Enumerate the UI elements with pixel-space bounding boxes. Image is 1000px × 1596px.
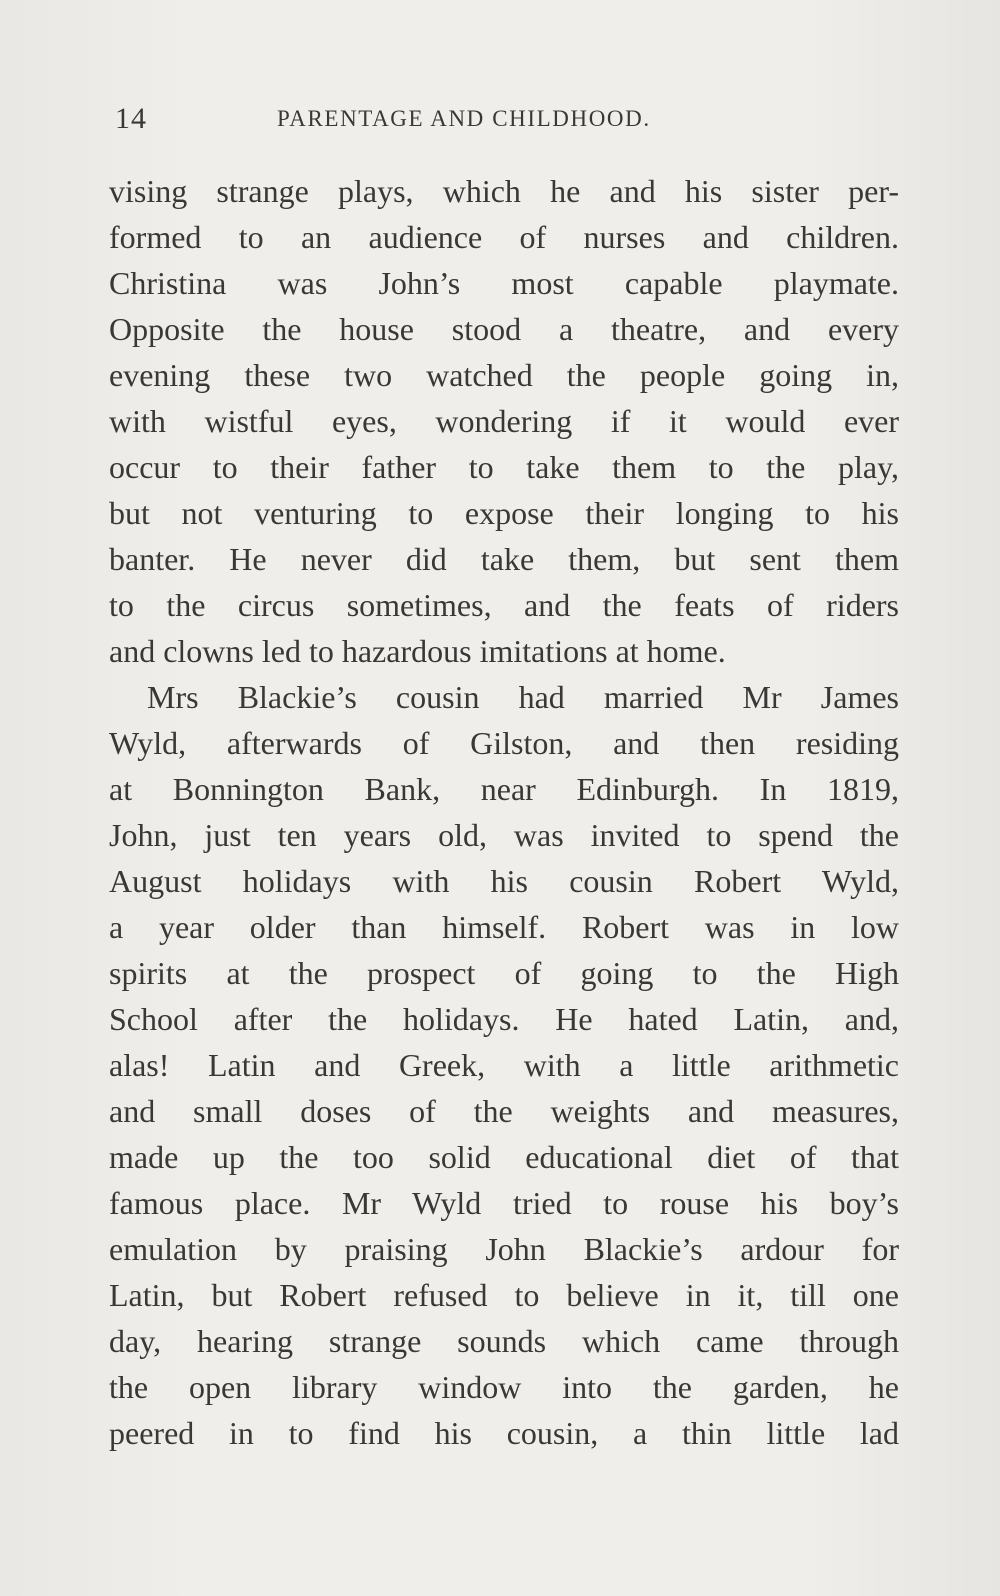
text-line: vising strange plays, which he and his sister per- bbox=[109, 173, 899, 209]
text-line: day, hearing strange sounds which came through bbox=[109, 1323, 899, 1359]
text-line: but not venturing to expose their longing to his bbox=[109, 495, 899, 531]
text-line: Wyld, afterwards of Gilston, and then residing bbox=[109, 725, 899, 761]
text-line: made up the too solid educational diet of that bbox=[109, 1139, 899, 1175]
text-line: with wistful eyes, wondering if it would ever bbox=[109, 403, 899, 439]
text-line: Latin, but Robert refused to believe in it, till one bbox=[109, 1277, 899, 1313]
text-line: August holidays with his cousin Robert Wyld, bbox=[109, 863, 899, 899]
paragraph-1 bbox=[109, 168, 899, 674]
text-line: banter. He never did take them, but sent them bbox=[109, 541, 899, 577]
text-line: School after the holidays. He hated Latin, and, bbox=[109, 1001, 899, 1037]
text-line: famous place. Mr Wyld tried to rouse his boy’s bbox=[109, 1185, 899, 1221]
running-head: PARENTAGE AND CHILDHOOD. bbox=[277, 106, 651, 131]
text-line: the open library window into the garden, he bbox=[109, 1369, 899, 1405]
text-line: and small doses of the weights and measures, bbox=[109, 1093, 899, 1129]
paragraph-2 bbox=[109, 674, 899, 1456]
text-line: Christina was John’s most capable playmate. bbox=[109, 265, 899, 301]
text-line: Mrs Blackie’s cousin had married Mr James bbox=[147, 679, 899, 715]
text-line: a year older than himself. Robert was in low bbox=[109, 909, 899, 945]
text-line: at Bonnington Bank, near Edinburgh. In 1819, bbox=[109, 771, 899, 807]
page-number: 14 bbox=[115, 102, 147, 135]
text-line: peered in to find his cousin, a thin little lad bbox=[109, 1415, 899, 1451]
text-line: emulation by praising John Blackie’s ardour for bbox=[109, 1231, 899, 1267]
text-line: spirits at the prospect of going to the High bbox=[109, 955, 899, 991]
text-line: formed to an audience of nurses and children. bbox=[109, 219, 899, 255]
text-line: occur to their father to take them to the play, bbox=[109, 449, 899, 485]
text-line: to the circus sometimes, and the feats of riders bbox=[109, 587, 899, 623]
body-text bbox=[109, 168, 899, 1456]
text-line: and clowns led to hazardous imitations at home. bbox=[109, 633, 726, 669]
text-line: John, just ten years old, was invited to spend the bbox=[109, 817, 899, 853]
text-line: Opposite the house stood a theatre, and every bbox=[109, 311, 899, 347]
text-line: evening these two watched the people going in, bbox=[109, 357, 899, 393]
page-header bbox=[115, 100, 900, 144]
text-line: alas! Latin and Greek, with a little arithmetic bbox=[109, 1047, 899, 1083]
